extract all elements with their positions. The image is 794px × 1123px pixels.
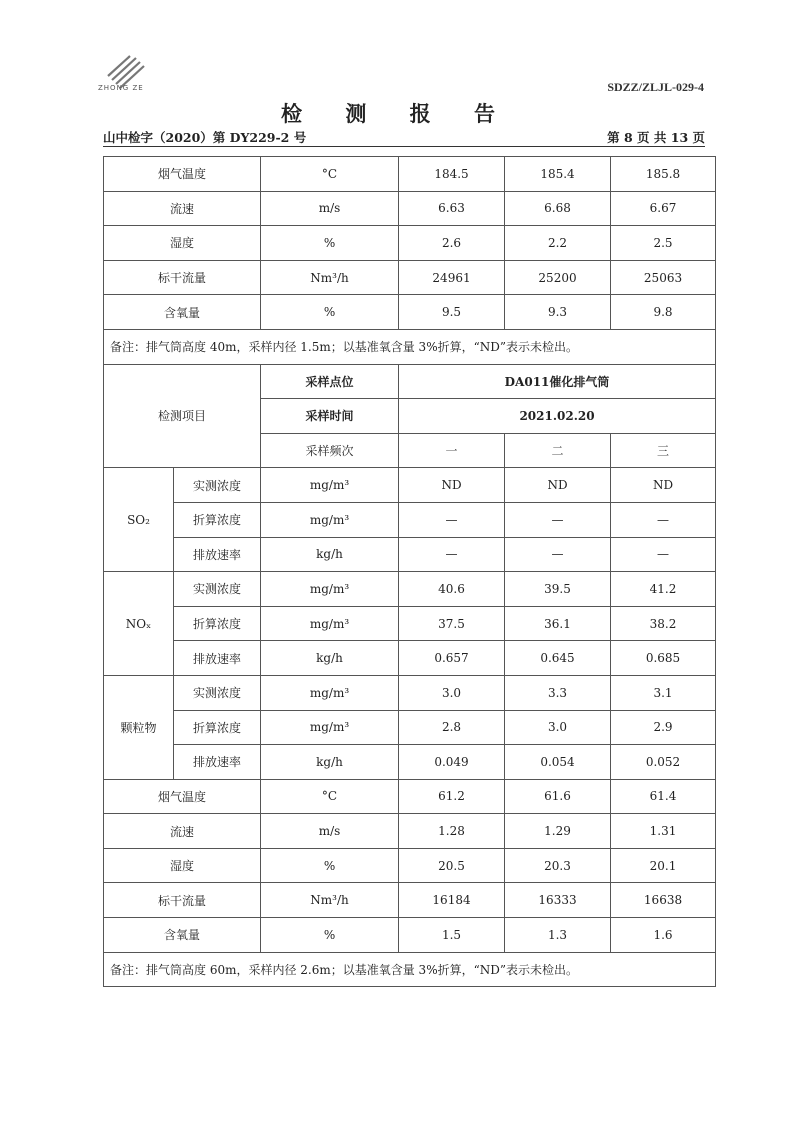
table-row — [104, 641, 716, 676]
unit-cell: mg/m³ — [261, 572, 399, 607]
pollutant-name: 颗粒物 — [104, 675, 174, 779]
measurement-type: 实测浓度 — [174, 675, 261, 710]
value-cell: 9.5 — [399, 295, 505, 330]
value-cell: 6.67 — [611, 191, 716, 226]
measurement-type: 实测浓度 — [174, 468, 261, 503]
header-row — [104, 364, 716, 399]
value-cell: 0.052 — [611, 745, 716, 780]
value-cell: 1.28 — [399, 814, 505, 849]
parameter-label: 标干流量 — [104, 883, 261, 918]
sampling-point-label: 采样点位 — [261, 364, 399, 399]
value-cell: 1.3 — [505, 918, 611, 953]
value-cell: 0.645 — [505, 641, 611, 676]
unit-cell: % — [261, 226, 399, 261]
note-text: 备注：排气筒高度 60m，采样内径 2.6m；以基准氧含量 3%折算，“ND”表示未检出。 — [104, 952, 716, 987]
value-cell: 40.6 — [399, 572, 505, 607]
frequency-cell: 一 — [399, 433, 505, 468]
parameter-label: 流速 — [104, 814, 261, 849]
value-cell: 2.6 — [399, 226, 505, 261]
table-row — [104, 710, 716, 745]
parameter-label: 湿度 — [104, 226, 261, 261]
unit-cell: m/s — [261, 191, 399, 226]
table-row — [104, 468, 716, 503]
value-cell: 0.054 — [505, 745, 611, 780]
parameter-label: 烟气温度 — [104, 157, 261, 192]
note-row — [104, 329, 716, 364]
value-cell: 3.0 — [505, 710, 611, 745]
value-cell: 39.5 — [505, 572, 611, 607]
value-cell: 1.5 — [399, 918, 505, 953]
value-cell: 61.6 — [505, 779, 611, 814]
unit-cell: °C — [261, 779, 399, 814]
unit-cell: m/s — [261, 814, 399, 849]
value-cell: 16333 — [505, 883, 611, 918]
value-cell: — — [505, 537, 611, 572]
value-cell: 0.049 — [399, 745, 505, 780]
value-cell: 41.2 — [611, 572, 716, 607]
value-cell: 2.8 — [399, 710, 505, 745]
emission-test-table — [103, 156, 716, 987]
value-cell: 6.63 — [399, 191, 505, 226]
table-row — [104, 295, 716, 330]
unit-cell: mg/m³ — [261, 710, 399, 745]
unit-cell: °C — [261, 157, 399, 192]
table-row — [104, 157, 716, 192]
unit-cell: % — [261, 918, 399, 953]
document-code: SDZZ/ZLJL-029-4 — [607, 80, 704, 94]
value-cell: 24961 — [399, 260, 505, 295]
value-cell: 20.5 — [399, 848, 505, 883]
unit-cell: kg/h — [261, 745, 399, 780]
value-cell: — — [399, 502, 505, 537]
value-cell: 3.1 — [611, 675, 716, 710]
table-row — [104, 191, 716, 226]
item-header-label: 检测项目 — [104, 364, 261, 468]
value-cell: 3.0 — [399, 675, 505, 710]
note-text: 备注：排气筒高度 40m，采样内径 1.5m；以基准氧含量 3%折算，“ND”表示未检出。 — [104, 329, 716, 364]
sampling-frequency-label: 采样频次 — [261, 433, 399, 468]
unit-cell: kg/h — [261, 641, 399, 676]
frequency-cell: 三 — [611, 433, 716, 468]
value-cell: 185.4 — [505, 157, 611, 192]
unit-cell: mg/m³ — [261, 675, 399, 710]
measurement-type: 实测浓度 — [174, 572, 261, 607]
table-row — [104, 779, 716, 814]
sampling-time-value: 2021.02.20 — [399, 399, 716, 434]
value-cell: 185.8 — [611, 157, 716, 192]
value-cell: 61.4 — [611, 779, 716, 814]
value-cell: — — [505, 502, 611, 537]
value-cell: 20.3 — [505, 848, 611, 883]
note-row — [104, 952, 716, 987]
measurement-type: 排放速率 — [174, 745, 261, 780]
value-cell: 184.5 — [399, 157, 505, 192]
value-cell: 20.1 — [611, 848, 716, 883]
value-cell: 0.657 — [399, 641, 505, 676]
value-cell: — — [399, 537, 505, 572]
report-number: 山中检字（2020）第 DY229-2 号 — [103, 130, 307, 145]
value-cell: 3.3 — [505, 675, 611, 710]
sampling-point-value: DA011催化排气筒 — [399, 364, 716, 399]
value-cell: 9.3 — [505, 295, 611, 330]
value-cell: ND — [611, 468, 716, 503]
value-cell: 1.6 — [611, 918, 716, 953]
report-title: 检 测 报 告 — [281, 101, 513, 126]
measurement-type: 排放速率 — [174, 537, 261, 572]
value-cell: — — [611, 537, 716, 572]
table-row — [104, 675, 716, 710]
value-cell: 38.2 — [611, 606, 716, 641]
parameter-label: 含氧量 — [104, 918, 261, 953]
value-cell: 16638 — [611, 883, 716, 918]
value-cell: 0.685 — [611, 641, 716, 676]
parameter-label: 含氧量 — [104, 295, 261, 330]
measurement-type: 排放速率 — [174, 641, 261, 676]
value-cell: 1.31 — [611, 814, 716, 849]
logo-text: ZHONG ZE — [98, 84, 144, 92]
unit-cell: Nm³/h — [261, 260, 399, 295]
value-cell: 9.8 — [611, 295, 716, 330]
table-row — [104, 745, 716, 780]
unit-cell: Nm³/h — [261, 883, 399, 918]
value-cell: 25063 — [611, 260, 716, 295]
value-cell: 1.29 — [505, 814, 611, 849]
pollutant-name: SO₂ — [104, 468, 174, 572]
parameter-label: 标干流量 — [104, 260, 261, 295]
table-row — [104, 572, 716, 607]
parameter-label: 烟气温度 — [104, 779, 261, 814]
value-cell: ND — [505, 468, 611, 503]
value-cell: — — [611, 502, 716, 537]
unit-cell: mg/m³ — [261, 606, 399, 641]
value-cell: 2.9 — [611, 710, 716, 745]
value-cell: 36.1 — [505, 606, 611, 641]
table-row — [104, 848, 716, 883]
page-info: 第 8 页 共 13 页 — [607, 130, 705, 145]
unit-cell: kg/h — [261, 537, 399, 572]
report-subheader — [103, 128, 705, 147]
table-row — [104, 537, 716, 572]
value-cell: 6.68 — [505, 191, 611, 226]
measurement-type: 折算浓度 — [174, 710, 261, 745]
unit-cell: mg/m³ — [261, 468, 399, 503]
table-row — [104, 918, 716, 953]
table-row — [104, 502, 716, 537]
value-cell: 16184 — [399, 883, 505, 918]
unit-cell: % — [261, 295, 399, 330]
parameter-label: 湿度 — [104, 848, 261, 883]
value-cell: 61.2 — [399, 779, 505, 814]
unit-cell: % — [261, 848, 399, 883]
value-cell: 25200 — [505, 260, 611, 295]
frequency-cell: 二 — [505, 433, 611, 468]
parameter-label: 流速 — [104, 191, 261, 226]
table-row — [104, 260, 716, 295]
sampling-time-label: 采样时间 — [261, 399, 399, 434]
measurement-type: 折算浓度 — [174, 502, 261, 537]
value-cell: 37.5 — [399, 606, 505, 641]
table-row — [104, 226, 716, 261]
value-cell: 2.2 — [505, 226, 611, 261]
unit-cell: mg/m³ — [261, 502, 399, 537]
table-row — [104, 883, 716, 918]
table-row — [104, 606, 716, 641]
pollutant-name: NOₓ — [104, 572, 174, 676]
measurement-type: 折算浓度 — [174, 606, 261, 641]
value-cell: 2.5 — [611, 226, 716, 261]
value-cell: ND — [399, 468, 505, 503]
table-row — [104, 814, 716, 849]
